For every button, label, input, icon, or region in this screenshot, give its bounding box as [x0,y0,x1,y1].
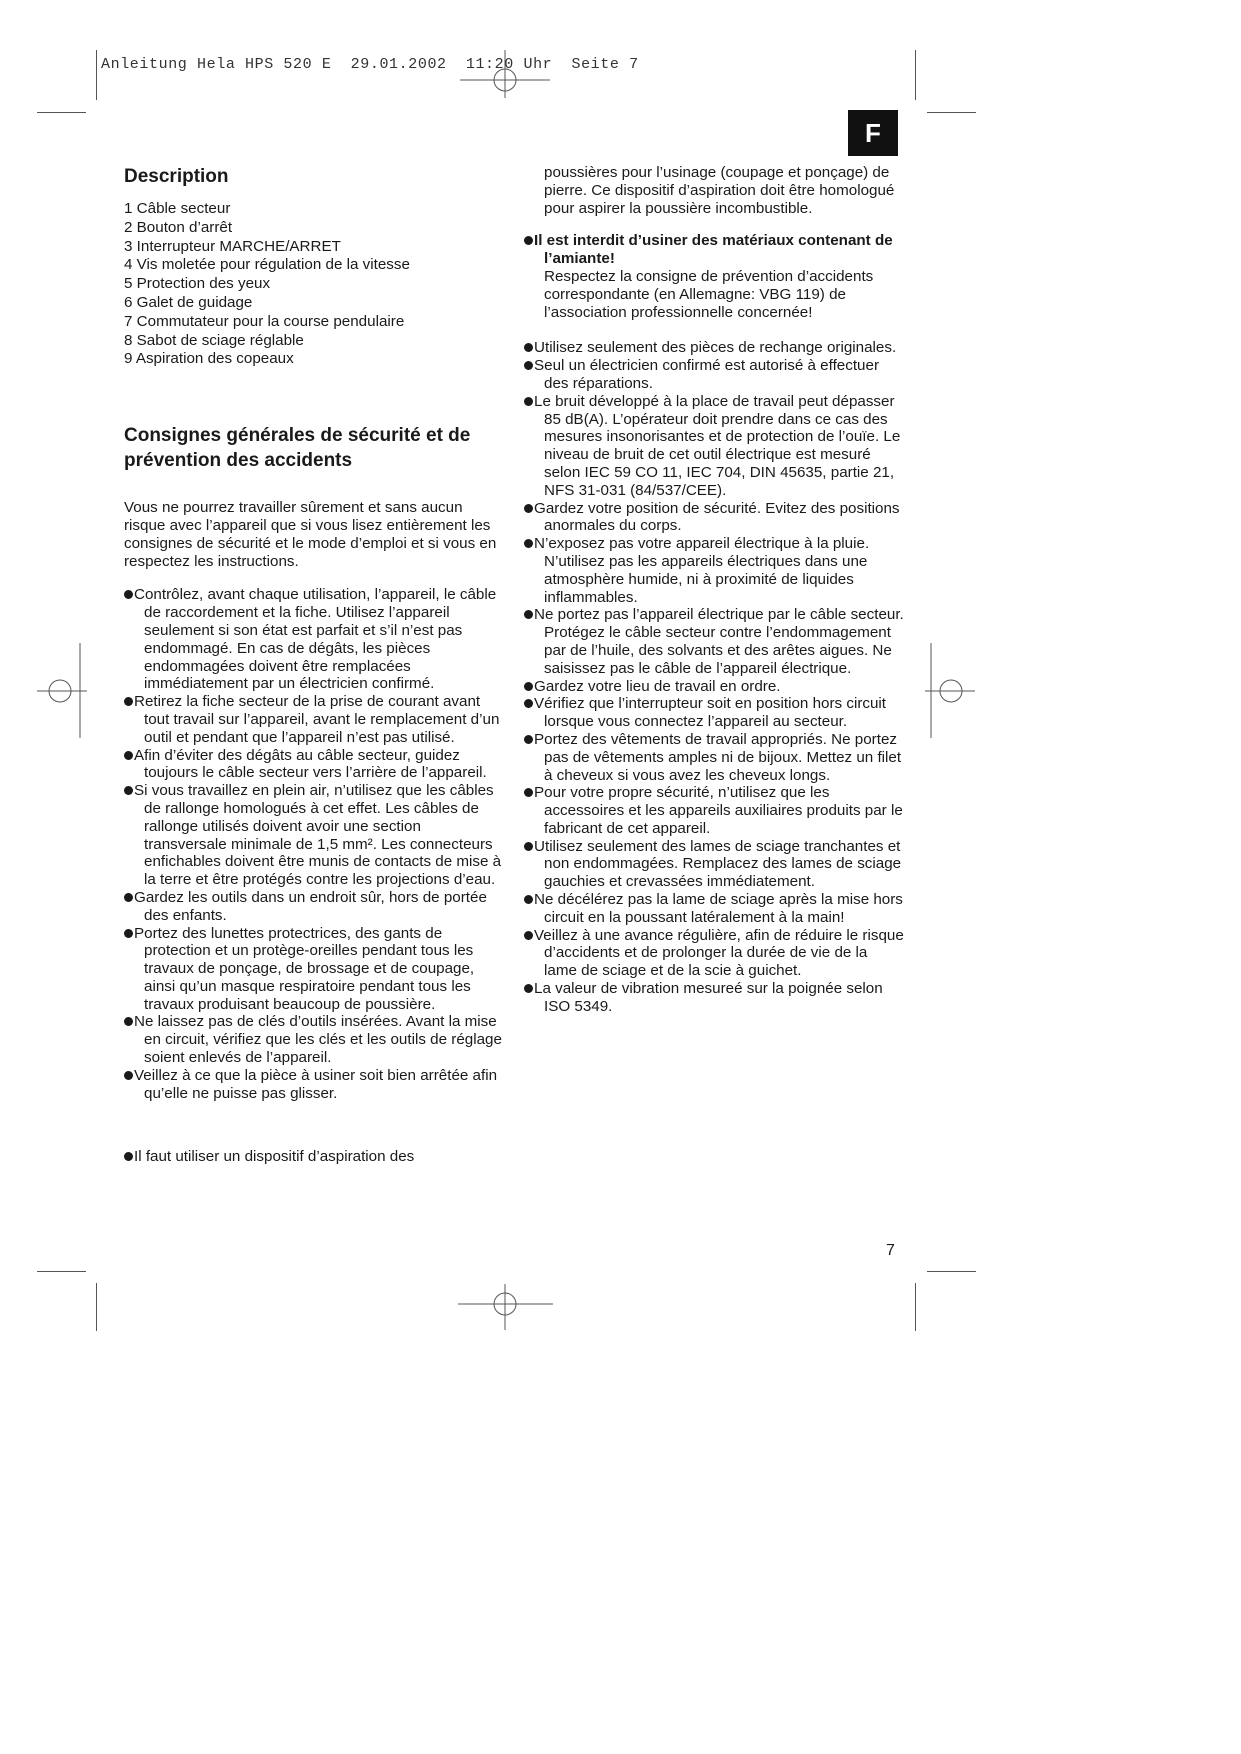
bullet-icon [124,893,133,902]
list-item: N’exposez pas votre appareil électrique à la pluie. N’utilisez pas les appareils électriques dans une atmosphère humide, ni à proximité de liquides inflammables. [524,535,904,606]
bullet-icon [524,895,533,904]
list-item: Ne portez pas l’appareil électrique par le câble secteur. Protégez le câble secteur contre l’endommagement par de l’huile, des solvants et des arêtes aigues. Ne saisissez pas le câble de l’appareil électrique. [524,606,904,677]
crop-mark [37,1271,86,1272]
list-item: Ne laissez pas de clés d’outils insérées. Avant la mise en circuit, vérifiez que les clés et les outils de réglage soient enlevés de l’appareil. [124,1013,504,1066]
list-item: Il faut utiliser un dispositif d’aspiration des [124,1148,504,1166]
list-item: Vérifiez que l’interrupteur soit en position hors circuit lorsque vous connectez l’appareil au secteur. [524,695,904,731]
crop-mark [96,50,97,100]
list-item: 2 Bouton d’arrêt [124,218,233,236]
page-number: 7 [886,1242,895,1259]
crop-mark [927,112,976,113]
safety-bullet-list-right [524,339,904,1015]
bullet-icon [524,931,533,940]
list-item: La valeur de vibration mesureé sur la poignée selon ISO 5349. [524,980,904,1016]
list-item [524,232,904,268]
bullet-icon [124,1017,133,1026]
list-item: 7 Commutateur pour la course pendulaire [124,312,405,330]
registration-mark-icon [925,643,975,738]
bullet-icon [524,788,533,797]
list-item: Afin d’éviter des dégâts au câble secteur, guidez toujours le câble secteur vers l’arrière de l’appareil. [124,747,504,783]
list-item: Retirez la fiche secteur de la prise de courant avant tout travail sur l’appareil, avant le remplacement d’un outil et pendant que l’appareil n’est pas utilisé. [124,693,504,746]
list-item: Ne décélérez pas la lame de sciage après la mise hors circuit en la poussant latéralement à la main! [524,891,904,927]
list-item: Gardez les outils dans un endroit sûr, hors de portée des enfants. [124,889,504,925]
bullet-icon [524,361,533,370]
list-item: 6 Galet de guidage [124,293,253,311]
bullet-icon [524,236,533,245]
safety-bullet-list [124,586,504,1102]
crop-mark [915,50,916,100]
bullet-icon [124,786,133,795]
print-header: Anleitung Hela HPS 520 E 29.01.2002 11:20 Uhr Seite 7 [101,56,639,73]
language-tab: F [848,110,898,156]
list-item: 5 Protection des yeux [124,275,271,293]
continued-paragraph: poussières pour l’usinage (coupage et ponçage) de pierre. Ce dispositif d’aspiration doit être homologué pour aspirer la poussière incombustible. [544,164,895,217]
list-item: 1 Câble secteur [124,200,231,217]
list-item: Pour votre propre sécurité, n’utilisez que les accessoires et les appareils auxiliaires produits par le fabricant de cet appareil. [524,784,904,837]
left-column [124,164,504,1166]
list-item: Portez des vêtements de travail appropriés. Ne portez pas de vêtements amples ni de bijoux. Mettez un filet à cheveux si vous avez les cheveux longs. [524,731,904,784]
list-item: 9 Aspiration des copeaux [124,350,294,368]
bullet-icon [124,1071,133,1080]
asbestos-warning-heading: Il est interdit d’usiner des matériaux contenant de l’amiante! [534,232,893,268]
list-item: Veillez à une avance régulière, afin de réduire le risque d’accidents et de prolonger la durée de vie de la lame de sciage et de la scie à guichet. [524,927,904,980]
bullet-icon [124,751,133,760]
bullet-icon [524,699,533,708]
registration-mark-icon [37,643,87,738]
right-column [524,164,904,1016]
crop-mark [96,1283,97,1331]
list-item: Gardez votre position de sécurité. Evitez des positions anormales du corps. [524,500,904,536]
bullet-icon [524,984,533,993]
bullet-icon [524,610,533,619]
bullet-icon [124,590,133,599]
bullet-icon [524,539,533,548]
bullet-icon [524,682,533,691]
list-item: Si vous travaillez en plein air, n’utilisez que les câbles de rallonge homologués à cet effet. Les câbles de rallonge utilisés doivent avoir une section transversale minimale de 1,5 mm². Les connecteurs enfichables doivent être munis de contacts de mise à la terre et être protégés contre les projections d’eau. [124,782,504,889]
list-item: 3 Interrupteur MARCHE/ARRET [124,237,341,255]
asbestos-warning-text: Respectez la consigne de prévention d’accidents correspondante (en Allemagne: VBG 119) de l’association professionnelle concernée! [544,267,874,321]
bullet-icon [524,397,533,406]
asbestos-warning [524,232,904,268]
list-item: 8 Sabot de sciage réglable [124,331,304,349]
crop-mark [927,1271,976,1272]
registration-mark-icon [458,1282,553,1332]
list-item: Seul un électricien confirmé est autorisé à effectuer des réparations. [524,357,904,393]
bullet-icon [124,929,133,938]
list-item: Veillez à ce que la pièce à usiner soit bien arrêtée afin qu’elle ne puisse pas glisser. [124,1067,504,1103]
bullet-icon [524,504,533,513]
list-item: Contrôlez, avant chaque utilisation, l’appareil, le câble de raccordement et la fiche. Utilisez l’appareil seulement si son état est parfait et s’il n’est pas endommagé. En cas de dégâts, les pièces endommagées doivent être remplacées immédiatement par un électricien confirmé. [124,586,504,693]
list-item: Le bruit développé à la place de travail peut dépasser 85 dB(A). L’opérateur doit prendre dans ce cas des mesures insonorisantes et de protection de l’ouïe. Le niveau de bruit de cet outil électrique est mesuré selon IEC 59 CO 11, IEC 704, DIN 45635, partie 21, NFS 31-031 (84/537/CEE). [524,393,904,500]
description-list [124,200,504,368]
crop-mark [915,1283,916,1331]
bullet-icon [524,343,533,352]
bullet-icon [524,735,533,744]
description-title: Description [124,166,229,187]
list-item: 4 Vis moletée pour régulation de la vitesse [124,256,410,274]
bullet-icon [124,1152,133,1161]
list-item: Portez des lunettes protectrices, des gants de protection et un protège-oreilles pendant tous les travaux de ponçage, de brossage et de coupage, ainsi qu’un masque respiratoire pendant tous les travaux produisant beaucoup de poussière. [124,925,504,1014]
bullet-icon [124,697,133,706]
safety-intro: Vous ne pourrez travailler sûrement et sans aucun risque avec l’appareil que si vous lisez entièrement les consignes de sécurité et le mode d’emploi et si vous en respectez les instructions. [124,499,497,570]
safety-title: Consignes générales de sécurité et de prévention des accidents [124,425,471,472]
safety-bullet-list-continued [124,1148,504,1166]
bullet-icon [524,842,533,851]
crop-mark [37,112,86,113]
list-item: Utilisez seulement des pièces de rechange originales. [524,339,904,357]
list-item: Utilisez seulement des lames de sciage tranchantes et non endommagées. Remplacez des lames de sciage gauchies et crevassées immédiatement. [524,838,904,891]
list-item: Gardez votre lieu de travail en ordre. [524,678,904,696]
